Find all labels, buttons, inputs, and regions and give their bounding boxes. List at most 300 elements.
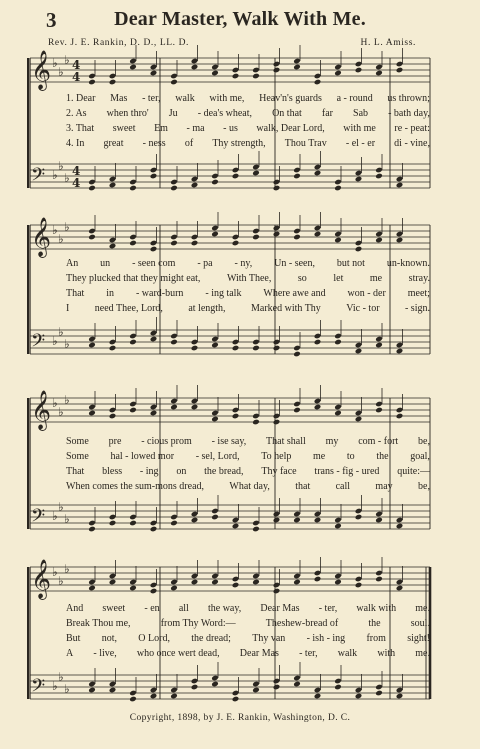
note-head bbox=[355, 67, 363, 74]
lyric-syllable: bless bbox=[102, 466, 123, 477]
lyric-syllable: Em bbox=[154, 123, 168, 134]
note-head bbox=[252, 687, 260, 694]
note-head bbox=[375, 342, 383, 349]
note-head bbox=[129, 240, 137, 247]
lyric-syllable: 4. In bbox=[66, 138, 85, 149]
note-head bbox=[170, 404, 178, 411]
lyric-syllable: Marked with Thy bbox=[251, 303, 321, 314]
lyric-syllable: That shall bbox=[266, 436, 306, 447]
lyric-verse-3 bbox=[66, 631, 430, 646]
note-head bbox=[273, 684, 281, 691]
note-head bbox=[293, 681, 301, 688]
flat-icon: ♭ bbox=[52, 679, 58, 693]
lyric-syllable: - ter, bbox=[142, 93, 161, 104]
note-head bbox=[129, 585, 137, 592]
lyric-syllable: On that bbox=[272, 108, 302, 119]
note-head bbox=[232, 523, 240, 530]
lyric-verse-1 bbox=[66, 601, 430, 616]
lyric-syllable: Theshew-bread of bbox=[265, 618, 339, 629]
note-head bbox=[375, 70, 383, 77]
lyric-syllable: Dear Mas bbox=[239, 648, 279, 659]
lyric-syllable: - ing bbox=[139, 466, 159, 477]
lyric-syllable: Thou Trav bbox=[284, 138, 327, 149]
lyric-syllable: Vic - tor bbox=[346, 303, 380, 314]
note-head bbox=[396, 523, 404, 530]
note-head bbox=[150, 173, 158, 180]
flat-icon: ♭ bbox=[52, 509, 58, 523]
lyric-verse-2 bbox=[66, 616, 430, 631]
lyric-syllable: meet; bbox=[407, 288, 430, 299]
note-head bbox=[191, 345, 199, 352]
lyric-syllable: An bbox=[66, 258, 79, 269]
lyric-syllable: far bbox=[321, 108, 333, 119]
flat-icon: ♭ bbox=[52, 56, 58, 70]
note-head bbox=[293, 234, 301, 241]
note-head bbox=[355, 693, 363, 700]
note-head bbox=[334, 523, 342, 530]
lyric-syllable: the bbox=[376, 451, 389, 462]
note-head bbox=[129, 185, 137, 192]
lyric-syllable: a - round bbox=[336, 93, 373, 104]
note-head bbox=[170, 520, 178, 527]
flat-icon: ♭ bbox=[64, 512, 70, 526]
note-head bbox=[191, 240, 199, 247]
note-head bbox=[396, 413, 404, 420]
note-head bbox=[150, 246, 158, 253]
lyric-syllable: when thro' bbox=[106, 108, 149, 119]
note-head bbox=[396, 67, 404, 74]
note-head bbox=[232, 582, 240, 589]
note-head bbox=[88, 185, 96, 192]
note-head bbox=[129, 339, 137, 346]
lyric-syllable: walk bbox=[175, 93, 195, 104]
flat-icon: ♭ bbox=[52, 396, 58, 410]
lyric-syllable: - ter, bbox=[318, 603, 338, 614]
flat-icon: ♭ bbox=[58, 670, 64, 684]
bass-clef-icon: 𝄢 bbox=[31, 331, 46, 356]
lyric-verse-3 bbox=[66, 121, 430, 136]
lyric-verse-3 bbox=[66, 464, 430, 479]
note-head bbox=[375, 407, 383, 414]
lyric-syllable: Thy strength, bbox=[212, 138, 266, 149]
lyric-syllable: - ing talk bbox=[205, 288, 242, 299]
lyric-syllable: on bbox=[176, 466, 187, 477]
lyric-syllable: O Lord, bbox=[138, 633, 170, 644]
note-head bbox=[273, 67, 281, 74]
lyric-syllable: Some bbox=[66, 436, 89, 447]
note-head bbox=[396, 237, 404, 244]
lyric-syllable: the bbox=[368, 618, 381, 629]
flat-icon: ♭ bbox=[64, 337, 70, 351]
lyric-syllable: Sab bbox=[353, 108, 369, 119]
lyric-syllable: walk, Dear Lord, bbox=[256, 123, 325, 134]
note-head bbox=[252, 73, 260, 80]
note-head bbox=[191, 182, 199, 189]
note-head bbox=[334, 579, 342, 586]
note-head bbox=[314, 79, 322, 86]
flat-icon: ♭ bbox=[52, 223, 58, 237]
note-head bbox=[355, 348, 363, 355]
lyric-syllable: Thy face bbox=[261, 466, 297, 477]
note-head bbox=[150, 336, 158, 343]
hymn-title: Dear Master, Walk With Me. bbox=[114, 8, 366, 30]
lyric-syllable: that bbox=[295, 481, 311, 492]
note-head bbox=[355, 246, 363, 253]
note-head bbox=[375, 173, 383, 180]
lyric-syllable: Dear Mas bbox=[260, 603, 300, 614]
lyric-syllable: of bbox=[184, 138, 194, 149]
lyric-syllable: me. bbox=[415, 648, 430, 659]
lyric-syllable: Heav'n's guards bbox=[259, 93, 322, 104]
note-head bbox=[355, 176, 363, 183]
flat-icon: ♭ bbox=[52, 334, 58, 348]
flat-icon: ♭ bbox=[58, 574, 64, 588]
lyric-syllable: all bbox=[178, 603, 189, 614]
lyric-syllable: 1. Dear bbox=[66, 93, 96, 104]
lyric-syllable: - ward-burn bbox=[135, 288, 184, 299]
note-head bbox=[273, 419, 281, 426]
lyric-syllable: What day, bbox=[229, 481, 270, 492]
time-signature: 4 bbox=[72, 58, 81, 72]
lyric-syllable: - en bbox=[144, 603, 160, 614]
note-head bbox=[150, 526, 158, 533]
note-head bbox=[191, 404, 199, 411]
flat-icon: ♭ bbox=[64, 393, 70, 407]
note-head bbox=[150, 588, 158, 595]
lyric-verse-1 bbox=[66, 256, 430, 271]
lyric-syllable: - seen com bbox=[132, 258, 176, 269]
note-head bbox=[273, 231, 281, 238]
note-head bbox=[334, 70, 342, 77]
lyric-syllable: pre bbox=[108, 436, 122, 447]
lyric-syllable: Mas bbox=[110, 93, 128, 104]
lyric-syllable: stray. bbox=[408, 273, 430, 284]
lyric-syllable: so bbox=[297, 273, 307, 284]
note-head bbox=[88, 526, 96, 533]
note-head bbox=[170, 339, 178, 346]
note-head bbox=[129, 407, 137, 414]
lyric-syllable: 2. As bbox=[66, 108, 87, 119]
lyric-syllable: walk with bbox=[356, 603, 397, 614]
bass-clef-icon: 𝄢 bbox=[31, 676, 46, 701]
lyric-syllable: me bbox=[369, 273, 383, 284]
lyric-syllable: 3. That bbox=[66, 123, 95, 134]
note-head bbox=[396, 348, 404, 355]
note-head bbox=[396, 693, 404, 700]
flat-icon: ♭ bbox=[52, 565, 58, 579]
lyric-syllable: the way, bbox=[207, 603, 242, 614]
note-head bbox=[88, 234, 96, 241]
note-head bbox=[109, 182, 117, 189]
lyric-syllable: - bath day, bbox=[388, 108, 430, 119]
note-head bbox=[293, 517, 301, 524]
note-head bbox=[109, 243, 117, 250]
lyric-syllable: at length, bbox=[188, 303, 226, 314]
flat-icon: ♭ bbox=[64, 220, 70, 234]
lyrics-system-3 bbox=[66, 434, 430, 494]
lyric-syllable: - dea's wheat, bbox=[197, 108, 253, 119]
lyric-syllable: - ma bbox=[186, 123, 205, 134]
note-head bbox=[232, 696, 240, 703]
lyric-syllable: That bbox=[66, 288, 85, 299]
note-head bbox=[211, 179, 219, 186]
note-head bbox=[88, 79, 96, 86]
note-head bbox=[396, 182, 404, 189]
note-head bbox=[314, 576, 322, 583]
flat-icon: ♭ bbox=[64, 562, 70, 576]
note-head bbox=[314, 517, 322, 524]
flat-icon: ♭ bbox=[52, 168, 58, 182]
lyric-syllable: soul. bbox=[410, 618, 430, 629]
time-signature: 4 bbox=[72, 164, 81, 178]
note-head bbox=[314, 339, 322, 346]
note-head bbox=[170, 693, 178, 700]
lyric-syllable: - ish - ing bbox=[306, 633, 346, 644]
lyric-syllable: call bbox=[335, 481, 351, 492]
note-head bbox=[191, 517, 199, 524]
lyric-syllable: - live, bbox=[93, 648, 117, 659]
lyric-syllable: from Thy Word:— bbox=[160, 618, 236, 629]
composer-credit: H. L. Amiss. bbox=[360, 38, 416, 48]
flat-icon: ♭ bbox=[58, 65, 64, 79]
lyric-verse-1 bbox=[66, 434, 430, 449]
note-head bbox=[293, 579, 301, 586]
lyric-syllable: sight! bbox=[407, 633, 430, 644]
lyric-syllable: When comes the sum-mons dread, bbox=[66, 481, 205, 492]
lyric-verse-2 bbox=[66, 106, 430, 121]
lyric-syllable: That bbox=[66, 466, 85, 477]
note-head bbox=[293, 64, 301, 71]
flat-icon: ♭ bbox=[58, 325, 64, 339]
note-head bbox=[252, 234, 260, 241]
lyric-syllable: com - fort bbox=[358, 436, 399, 447]
lyric-syllable: Un - seen, bbox=[274, 258, 315, 269]
lyric-syllable: - ness bbox=[142, 138, 166, 149]
lyric-syllable: Break Thou me, bbox=[66, 618, 131, 629]
lyric-syllable: - ise say, bbox=[211, 436, 247, 447]
lyric-verse-3 bbox=[66, 286, 430, 301]
treble-clef-icon: 𝄞 bbox=[31, 390, 52, 430]
note-head bbox=[232, 173, 240, 180]
lyric-syllable: di - vine, bbox=[394, 138, 430, 149]
treble-clef-icon: 𝄞 bbox=[31, 559, 52, 599]
note-head bbox=[252, 579, 260, 586]
lyric-syllable: - us bbox=[223, 123, 238, 134]
flat-icon: ♭ bbox=[64, 682, 70, 696]
lyric-syllable: with bbox=[377, 648, 396, 659]
note-head bbox=[170, 79, 178, 86]
lyric-syllable: With Thee, bbox=[226, 273, 272, 284]
note-head bbox=[88, 585, 96, 592]
note-head bbox=[88, 410, 96, 417]
lyric-syllable: - ny, bbox=[234, 258, 253, 269]
lyric-syllable: hal - lowed mor bbox=[110, 451, 175, 462]
lyric-syllable: who once wert dead, bbox=[136, 648, 220, 659]
lyric-syllable: Where awe and bbox=[263, 288, 326, 299]
lyric-syllable: - el - er bbox=[345, 138, 376, 149]
lyric-syllable: un-known. bbox=[386, 258, 430, 269]
author-credit: Rev. J. E. Rankin, D. D., LL. D. bbox=[48, 38, 190, 48]
note-head bbox=[211, 231, 219, 238]
lyrics-system-1 bbox=[66, 91, 430, 151]
lyric-syllable: But bbox=[66, 633, 81, 644]
flat-icon: ♭ bbox=[58, 500, 64, 514]
note-head bbox=[334, 410, 342, 417]
lyric-syllable: - pa bbox=[197, 258, 213, 269]
bass-clef-icon: 𝄢 bbox=[31, 506, 46, 531]
note-head bbox=[252, 526, 260, 533]
note-head bbox=[314, 404, 322, 411]
lyric-verse-4 bbox=[66, 136, 430, 151]
note-head bbox=[273, 517, 281, 524]
lyric-syllable: quite:— bbox=[397, 466, 430, 477]
lyric-syllable: - cious prom bbox=[141, 436, 192, 447]
flat-icon: ♭ bbox=[58, 405, 64, 419]
note-head bbox=[170, 240, 178, 247]
note-head bbox=[211, 70, 219, 77]
note-head bbox=[252, 419, 260, 426]
note-head bbox=[211, 514, 219, 521]
lyric-syllable: They plucked that they might eat, bbox=[66, 273, 201, 284]
note-head bbox=[150, 693, 158, 700]
note-head bbox=[109, 413, 117, 420]
note-head bbox=[375, 237, 383, 244]
note-head bbox=[232, 73, 240, 80]
lyric-syllable: be, bbox=[418, 481, 430, 492]
lyric-syllable: but not bbox=[336, 258, 365, 269]
lyric-syllable: the dread; bbox=[191, 633, 231, 644]
note-head bbox=[109, 520, 117, 527]
lyric-syllable: us thrown; bbox=[387, 93, 430, 104]
lyric-verse-2 bbox=[66, 271, 430, 286]
note-head bbox=[232, 240, 240, 247]
note-head bbox=[211, 342, 219, 349]
note-head bbox=[355, 416, 363, 423]
lyric-syllable: with me bbox=[343, 123, 376, 134]
note-head bbox=[170, 585, 178, 592]
note-head bbox=[273, 588, 281, 595]
lyric-syllable: And bbox=[66, 603, 84, 614]
lyric-verse-4 bbox=[66, 479, 430, 494]
lyric-syllable: re - peat: bbox=[394, 123, 430, 134]
note-head bbox=[314, 170, 322, 177]
lyric-syllable: be, bbox=[418, 436, 430, 447]
lyric-syllable: let bbox=[333, 273, 344, 284]
flat-icon: ♭ bbox=[58, 159, 64, 173]
lyric-syllable: with me, bbox=[209, 93, 245, 104]
lyric-syllable: un bbox=[100, 258, 111, 269]
note-head bbox=[334, 684, 342, 691]
note-head bbox=[170, 185, 178, 192]
note-head bbox=[211, 416, 219, 423]
treble-clef-icon: 𝄞 bbox=[31, 217, 52, 257]
lyric-syllable: not, bbox=[101, 633, 118, 644]
lyric-syllable: need Thee, Lord, bbox=[94, 303, 163, 314]
note-head bbox=[375, 690, 383, 697]
lyric-syllable: me bbox=[313, 451, 326, 462]
note-head bbox=[334, 237, 342, 244]
bass-clef-icon: 𝄢 bbox=[31, 165, 46, 190]
note-head bbox=[314, 231, 322, 238]
note-head bbox=[314, 693, 322, 700]
flat-icon: ♭ bbox=[64, 171, 70, 185]
lyric-syllable: - ter, bbox=[299, 648, 318, 659]
lyric-syllable: A bbox=[66, 648, 74, 659]
lyric-syllable: my bbox=[325, 436, 339, 447]
note-head bbox=[293, 407, 301, 414]
copyright-notice: Copyright, 1898, by J. E. Rankin, Washington, D. C. bbox=[129, 713, 351, 723]
note-head bbox=[334, 185, 342, 192]
note-head bbox=[150, 70, 158, 77]
note-head bbox=[129, 64, 137, 71]
lyric-verse-2 bbox=[66, 449, 430, 464]
note-head bbox=[293, 173, 301, 180]
hymn-number: 3 bbox=[46, 8, 57, 32]
lyric-verse-4 bbox=[66, 301, 430, 316]
lyric-syllable: won - der bbox=[347, 288, 386, 299]
time-signature: 4 bbox=[72, 176, 81, 190]
lyric-syllable: goal, bbox=[410, 451, 430, 462]
lyric-syllable: Thy van bbox=[252, 633, 286, 644]
lyric-syllable: me. bbox=[415, 603, 430, 614]
lyric-syllable: Some bbox=[66, 451, 89, 462]
lyric-syllable: walk bbox=[337, 648, 358, 659]
lyric-syllable: Ju bbox=[168, 108, 178, 119]
note-head bbox=[232, 413, 240, 420]
lyric-syllable: To help bbox=[261, 451, 292, 462]
lyrics-system-2 bbox=[66, 256, 430, 316]
lyric-syllable: great bbox=[103, 138, 124, 149]
note-head bbox=[211, 681, 219, 688]
note-head bbox=[109, 687, 117, 694]
note-head bbox=[293, 351, 301, 358]
note-head bbox=[396, 585, 404, 592]
lyrics-system-4 bbox=[66, 601, 430, 661]
note-head bbox=[109, 579, 117, 586]
treble-clef-icon: 𝄞 bbox=[31, 50, 52, 90]
lyric-syllable: may bbox=[375, 481, 393, 492]
lyric-syllable: to bbox=[346, 451, 355, 462]
note-head bbox=[191, 684, 199, 691]
note-head bbox=[252, 345, 260, 352]
lyric-syllable: - sign. bbox=[404, 303, 430, 314]
lyric-syllable: trans - fig - ured bbox=[314, 466, 380, 477]
lyric-syllable: in bbox=[106, 288, 115, 299]
lyric-syllable: the bread, bbox=[204, 466, 244, 477]
lyric-syllable: I bbox=[66, 303, 70, 314]
lyric-syllable: from bbox=[366, 633, 386, 644]
lyric-verse-4 bbox=[66, 646, 430, 661]
note-head bbox=[375, 517, 383, 524]
lyric-syllable: sweet bbox=[102, 603, 126, 614]
note-head bbox=[211, 579, 219, 586]
note-head bbox=[88, 687, 96, 694]
note-head bbox=[191, 579, 199, 586]
note-head bbox=[252, 170, 260, 177]
note-head bbox=[129, 696, 137, 703]
note-head bbox=[232, 345, 240, 352]
note-head bbox=[334, 339, 342, 346]
flat-icon: ♭ bbox=[58, 232, 64, 246]
lyric-syllable: - sel, Lord, bbox=[195, 451, 240, 462]
note-head bbox=[273, 345, 281, 352]
note-head bbox=[150, 410, 158, 417]
note-head bbox=[273, 185, 281, 192]
note-head bbox=[109, 79, 117, 86]
lyric-syllable: sweet bbox=[112, 123, 136, 134]
note-head bbox=[375, 576, 383, 583]
time-signature: 4 bbox=[72, 70, 81, 84]
